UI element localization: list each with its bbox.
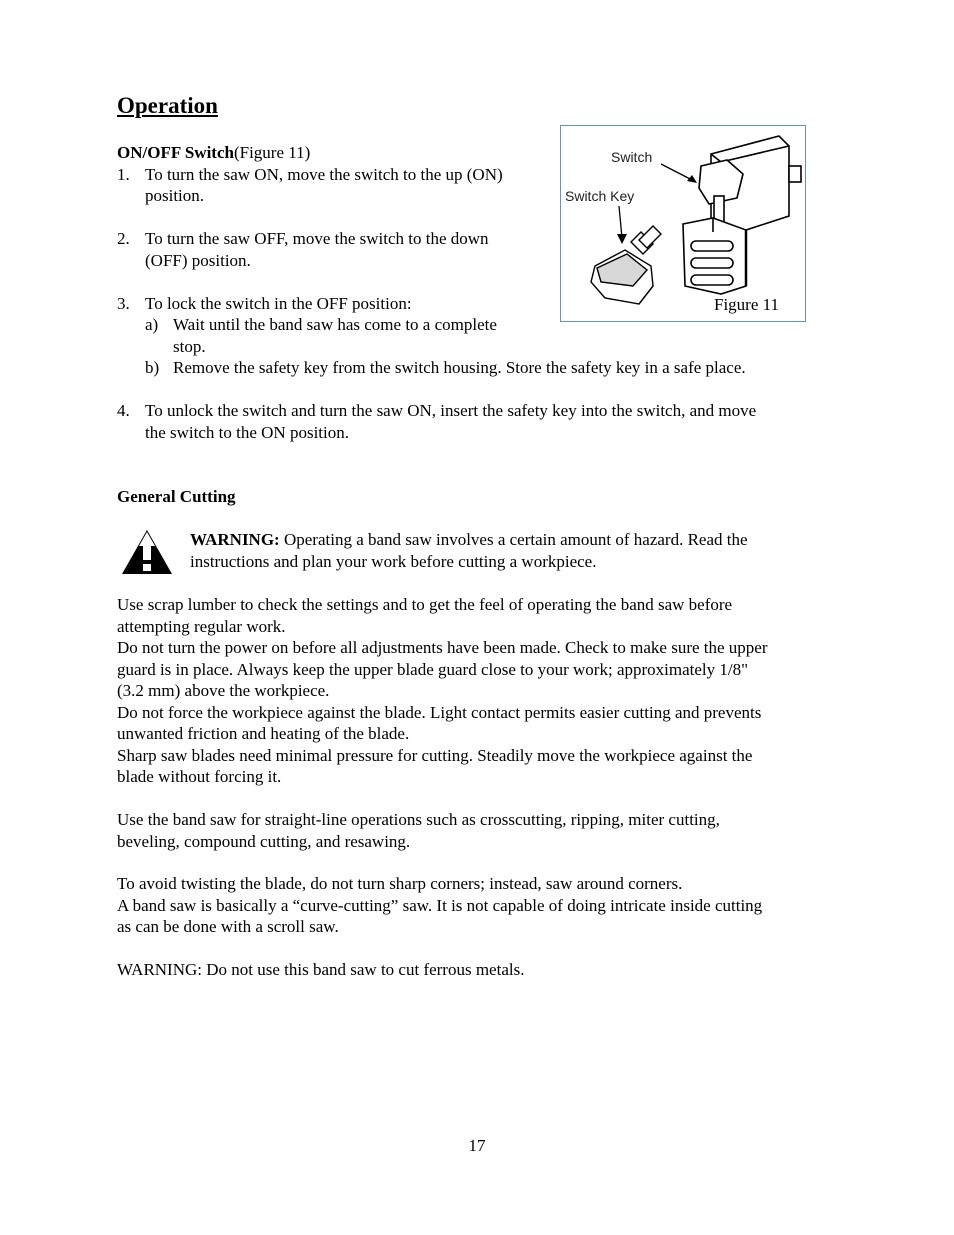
text-line: as can be done with a scroll saw.: [117, 917, 339, 936]
text-line: Do not turn the power on before all adjustments have been made. Check to make sure the upper: [117, 638, 768, 657]
figure-caption: Figure 11: [714, 295, 780, 314]
paragraph-block-1: [117, 594, 842, 788]
text-line: guard is in place. Always keep the upper blade guard close to your work; approximately 1/8": [117, 659, 749, 679]
final-warning: WARNING: Do not use this band saw to cut ferrous metals.: [117, 960, 525, 979]
text-line: Sharp saw blades need minimal pressure for cutting. Steadily move the workpiece against the: [117, 745, 753, 765]
sub-item-text: Remove the safety key from the switch housing. Store the safety key in a safe place.: [173, 358, 746, 377]
switch-illustration: [561, 126, 805, 321]
warning-icon: [120, 528, 174, 576]
list-item-text: the switch to the ON position.: [145, 423, 349, 442]
onoff-heading-ref: (Figure 11): [233, 143, 311, 162]
section-heading: General Cutting: [117, 487, 236, 506]
text-line: blade without forcing it.: [117, 767, 282, 786]
text-line: A band saw is basically a “curve-cutting” saw. It is not capable of doing intricate inside cutting: [117, 895, 763, 915]
list-item-number: 2.: [117, 229, 130, 248]
sub-item-letter: b): [145, 358, 160, 377]
list-item-text: To unlock the switch and turn the saw ON, insert the safety key into the switch, and move: [145, 401, 757, 420]
onoff-heading-bold: ON/OFF Switch: [117, 143, 234, 162]
text-line: Do not force the workpiece against the blade. Light contact permits easier cutting and prevents: [117, 702, 762, 722]
sub-item-text: stop.: [173, 337, 206, 356]
onoff-heading: [117, 142, 310, 164]
list-item-text: To turn the saw ON, move the switch to the up (ON): [145, 165, 503, 184]
paragraph-block-2: [117, 809, 842, 852]
page-title: Operation: [117, 93, 218, 118]
list-item-text: (OFF) position.: [145, 251, 251, 270]
warning-text-line: [190, 529, 748, 551]
text-line: Use scrap lumber to check the settings and to get the feel of operating the band saw before: [117, 595, 733, 614]
warning-label: WARNING:: [190, 530, 280, 549]
list-item-text: To turn the saw OFF, move the switch to the down: [145, 229, 489, 248]
list-item-text: position.: [145, 186, 205, 205]
list-item-number: 3.: [117, 294, 130, 313]
text-line: attempting regular work.: [117, 616, 286, 636]
figure-label-switch: Switch: [611, 149, 653, 165]
text-line: (3.2 mm) above the workpiece.: [117, 681, 330, 700]
page-number: 17: [468, 1136, 486, 1155]
figure-label-switch-key: Switch Key: [565, 188, 635, 204]
list-item-number: 1.: [117, 165, 130, 184]
text-line: unwanted friction and heating of the blade.: [117, 724, 410, 743]
text-line: Use the band saw for straight-line operations such as crosscutting, ripping, miter cutting,: [117, 810, 720, 829]
warning-text-line: instructions and plan your work before cutting a workpiece.: [190, 552, 597, 571]
text-line: beveling, compound cutting, and resawing.: [117, 831, 411, 851]
list-item-number: 4.: [117, 401, 130, 420]
list-item-text: To lock the switch in the OFF position:: [145, 294, 412, 313]
figure-11: [560, 125, 806, 322]
sub-item-text: Wait until the band saw has come to a complete: [173, 315, 497, 334]
sub-item-letter: a): [145, 315, 159, 334]
text-line: To avoid twisting the blade, do not turn sharp corners; instead, saw around corners.: [117, 874, 683, 893]
paragraph-block-3: [117, 873, 842, 938]
warning-text: Operating a band saw involves a certain amount of hazard. Read the: [279, 530, 748, 549]
